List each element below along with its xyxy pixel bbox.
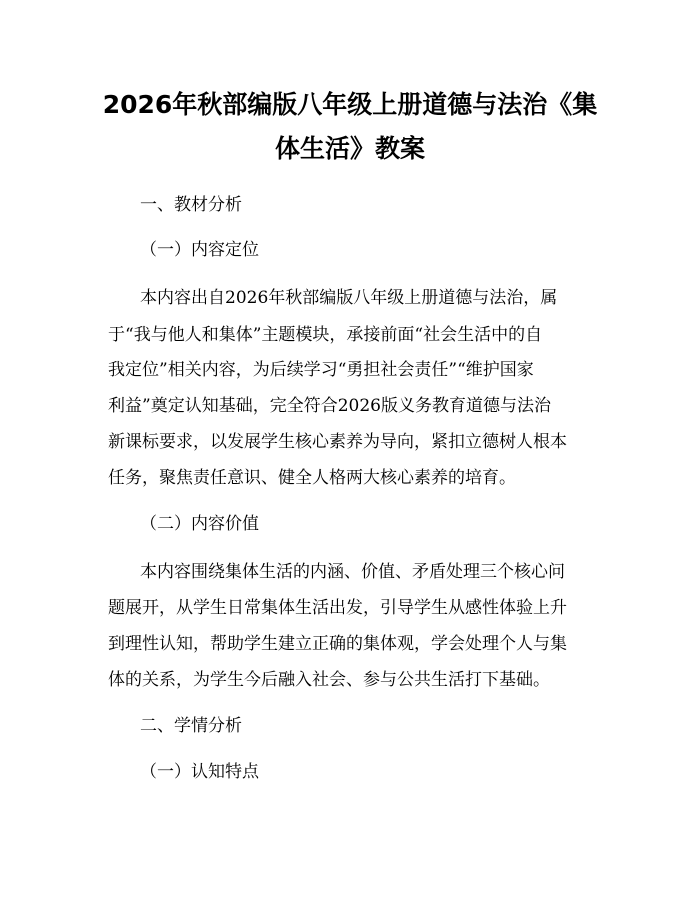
paragraph-1-line-1: 本内容出自2026年秋部编版八年级上册道德与法治，属 [140, 288, 558, 308]
subsection-heading-cognitive-features: （一）认知特点 [140, 762, 259, 782]
paragraph-1-line-5: 新课标要求，以发展学生核心素养为导向，紧扣立德树人根本 [108, 432, 567, 452]
paragraph-1-line-3: 我定位”相关内容，为后续学习“勇担社会责任”“维护国家 [108, 360, 534, 380]
section-heading-learner-analysis: 二、学情分析 [140, 716, 242, 736]
paragraph-1-line-4: 利益”奠定认知基础，完全符合2026版义务教育道德与法治 [108, 396, 551, 416]
paragraph-1-line-6: 任务，聚焦责任意识、健全人格两大核心素养的培育。 [108, 468, 516, 488]
subsection-heading-content-value: （二）内容价值 [140, 514, 259, 534]
section-heading-textbook-analysis: 一、教材分析 [140, 195, 242, 215]
paragraph-2-line-1: 本内容围绕集体生活的内涵、价值、矛盾处理三个核心问 [140, 562, 565, 582]
document-title-line-2: 体生活》教案 [274, 134, 425, 163]
paragraph-1-line-2: 于“我与他人和集体”主题模块，承接前面“社会生活中的自 [108, 325, 543, 345]
subsection-heading-content-positioning: （一）内容定位 [140, 240, 259, 260]
document-title-line-1: 2026年秋部编版八年级上册道德与法治《集 [102, 90, 598, 119]
paragraph-2-line-4: 体的关系，为学生今后融入社会、参与公共生活打下基础。 [108, 670, 550, 690]
paragraph-2-line-2: 题展开，从学生日常集体生活出发，引导学生从感性体验上升 [108, 598, 567, 618]
paragraph-2-line-3: 到理性认知，帮助学生建立正确的集体观，学会处理个人与集 [108, 634, 567, 654]
